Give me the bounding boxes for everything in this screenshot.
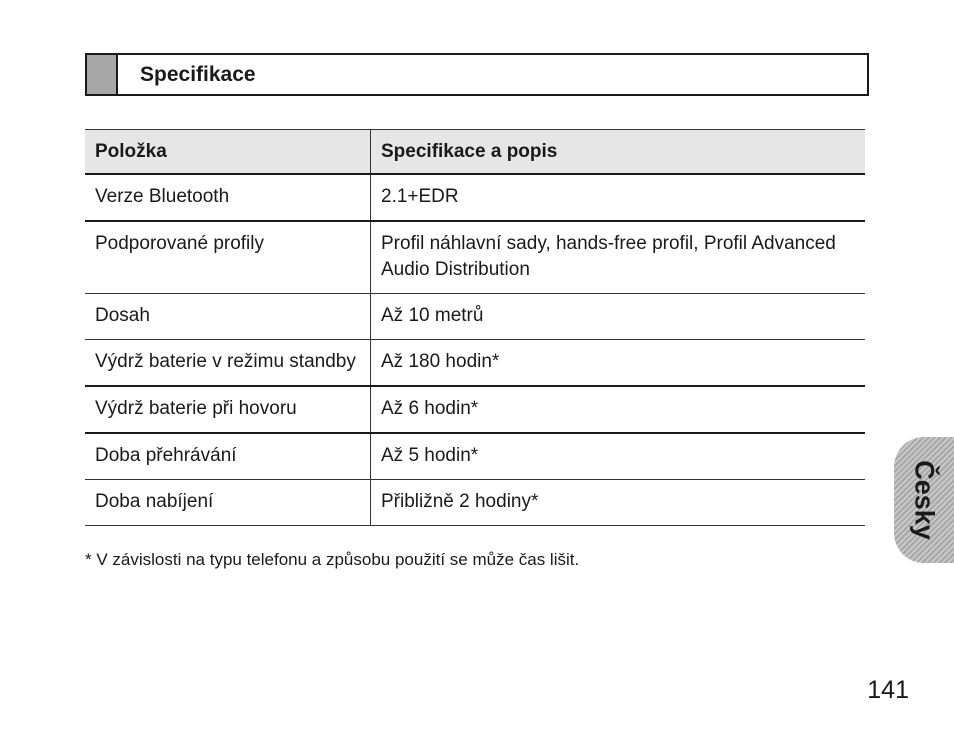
table-row (85, 386, 865, 433)
page-number: 141 (867, 676, 909, 704)
specifications-table (85, 129, 865, 526)
row-spec-cell: Až 5 hodin* (381, 445, 479, 466)
row-item-cell: Dosah (85, 294, 371, 340)
language-tab (894, 437, 954, 563)
language-tab-label: Česky (909, 460, 940, 540)
table-row (85, 294, 865, 340)
row-spec-cell: Přibližně 2 hodiny* (381, 491, 539, 512)
table-row (85, 340, 865, 387)
table-header-row (85, 130, 865, 175)
column-header-item: Položka (85, 130, 371, 175)
section-header (85, 53, 869, 96)
table-row (85, 174, 865, 221)
row-item-cell: Verze Bluetooth (85, 174, 371, 221)
row-item-cell: Doba přehrávání (85, 433, 371, 480)
row-spec-cell: Až 180 hodin* (381, 351, 500, 372)
column-header-spec: Specifikace a popis (371, 130, 866, 175)
section-title: Specifikace (140, 62, 256, 86)
row-spec-cell: Až 10 metrů (381, 305, 484, 326)
row-item-cell: Výdrž baterie v režimu standby (85, 340, 371, 387)
table-row (85, 480, 865, 526)
row-item-cell: Doba nabíjení (85, 480, 371, 526)
row-item-cell: Podporované profily (85, 221, 371, 294)
footnote: * V závislosti na typu telefonu a způsobu použití se může čas lišit. (85, 550, 580, 569)
table-row (85, 221, 865, 294)
row-spec-cell: 2.1+EDR (381, 186, 459, 207)
row-spec-cell: Až 6 hodin* (381, 398, 479, 419)
row-spec-cell: Profil náhlavní sady, hands-free profil, Profil Advanced Audio Distribution (381, 233, 836, 280)
section-header-marker (87, 55, 118, 94)
table-row (85, 433, 865, 480)
row-item-cell: Výdrž baterie při hovoru (85, 386, 371, 433)
